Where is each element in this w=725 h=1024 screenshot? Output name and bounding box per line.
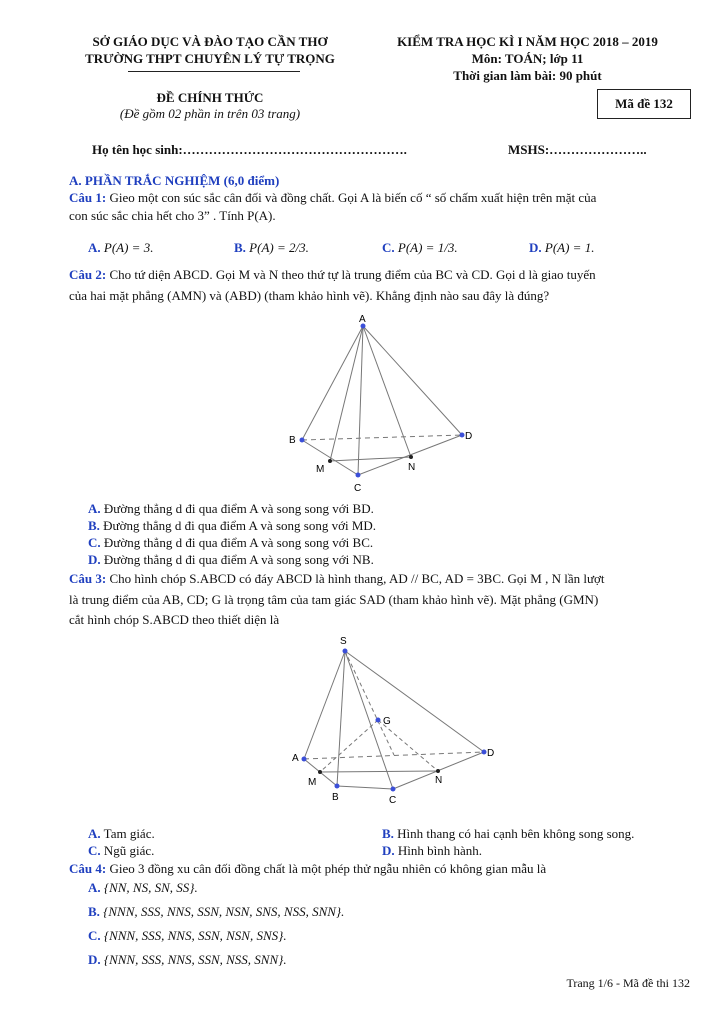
q1-option-a-key: A. [88, 240, 101, 255]
q1-option-c[interactable] [382, 240, 458, 256]
q4-option-d-key: D. [88, 952, 101, 967]
q2-option-a-text: Đường thẳng d đi qua điểm A và song song với BD. [100, 501, 374, 516]
label-d: D [487, 748, 495, 759]
label-d: D [465, 431, 473, 442]
edge-ac [358, 326, 363, 475]
student-name-field: Họ tên học sinh:……………………………………………. [92, 142, 407, 157]
edge-sd [345, 651, 484, 752]
q1-option-c-key: C. [382, 240, 395, 255]
question-1 [69, 190, 596, 206]
q3-option-d[interactable] [382, 843, 482, 859]
q4-option-b-key: B. [88, 904, 100, 919]
pyramid-figure [282, 630, 502, 810]
q3-option-c[interactable] [88, 843, 154, 859]
edge-bc [337, 786, 393, 789]
point-c [391, 787, 396, 792]
tetrahedron-figure [280, 310, 490, 500]
edge-am [330, 326, 363, 461]
header-underline [128, 71, 300, 72]
question-2-label: Câu 2: [69, 267, 107, 282]
question-3 [69, 571, 605, 587]
q3-option-d-text: Hình bình hành. [394, 843, 483, 858]
q2-option-d[interactable] [88, 552, 374, 568]
question-3-label: Câu 3: [69, 571, 107, 586]
edge-sb [337, 651, 345, 786]
label-n: N [435, 775, 443, 786]
q2-option-d-key: D. [88, 552, 101, 567]
q3-option-a-text: Tam giác. [100, 826, 155, 841]
official-label: ĐỀ CHÍNH THỨC [156, 90, 264, 105]
question-2 [69, 267, 596, 283]
edge-ad-hidden [304, 752, 484, 759]
point-m [328, 459, 332, 463]
page-footer: Trang 1/6 - Mã đề thi 132 [566, 976, 690, 990]
q3-option-a[interactable] [88, 826, 155, 842]
q4-option-c-text: {NNN, SSS, NNS, SSN, NSN, SNS}. [100, 928, 287, 943]
q2-option-c-text: Đường thẳng d đi qua điểm A và song song với BC. [100, 535, 374, 550]
point-g [376, 718, 381, 723]
point-b [300, 438, 305, 443]
edge-sa [304, 651, 345, 759]
q1-option-d-key: D. [529, 240, 542, 255]
exam-title: KIỂM TRA HỌC KÌ I NĂM HỌC 2018 – 2019 [397, 34, 658, 49]
q1-option-a[interactable] [88, 240, 153, 256]
label-m: M [308, 777, 317, 788]
question-1-label: Câu 1: [69, 190, 107, 205]
student-id-field: MSHS:………………….. [508, 142, 647, 157]
q1-option-a-text: P(A) = 3. [103, 240, 154, 255]
q4-option-a[interactable] [88, 880, 198, 896]
q1-option-c-text: P(A) = 1/3. [397, 240, 458, 255]
label-s: S [340, 636, 347, 647]
point-b [335, 784, 340, 789]
label-n: N [408, 462, 416, 473]
question-3-text-line3: cắt hình chóp S.ABCD theo thiết diện là [69, 612, 280, 627]
q2-option-d-text: Đường thẳng d đi qua điểm A và song song với NB. [100, 552, 374, 567]
q2-option-a-key: A. [88, 501, 101, 516]
edge-ad [363, 326, 462, 435]
point-d [460, 433, 465, 438]
q3-option-b-key: B. [382, 826, 394, 841]
q1-option-d[interactable] [529, 240, 594, 256]
q4-option-d[interactable] [88, 952, 287, 968]
label-g: G [383, 716, 391, 727]
school-name: TRƯỜNG THPT CHUYÊN LÝ TỰ TRỌNG [85, 51, 335, 66]
q2-option-c-key: C. [88, 535, 101, 550]
question-3-text-line1: Cho hình chóp S.ABCD có đáy ABCD là hình thang, AD // BC, AD = 3BC. Gọi M , N lần lượt [106, 571, 605, 586]
q3-option-a-key: A. [88, 826, 101, 841]
point-m [318, 770, 322, 774]
label-c: C [389, 795, 397, 806]
q2-option-c[interactable] [88, 535, 373, 551]
q4-option-c-key: C. [88, 928, 101, 943]
question-2-text-line1: Cho tứ diện ABCD. Gọi M và N theo thứ tự là trung điểm của BC và CD. Gọi d là giao tuyến [106, 267, 596, 282]
q4-option-b-text: {NNN, SSS, NNS, SSN, NSN, SNS, NSS, SNN}. [99, 904, 345, 919]
q3-option-d-key: D. [382, 843, 395, 858]
question-1-text-line2: con súc sắc chia hết cho 3” . Tính P(A). [69, 208, 276, 223]
question-4 [69, 861, 546, 877]
label-a: A [359, 314, 366, 325]
q2-option-b-text: Đường thẳng d đi qua điểm A và song song với MD. [99, 518, 377, 533]
label-b: B [332, 792, 339, 803]
exam-duration: Thời gian làm bài: 90 phút [453, 68, 602, 83]
q1-option-d-text: P(A) = 1. [544, 240, 595, 255]
question-2-text-line2: của hai mặt phẳng (AMN) và (ABD) (tham khảo hình vẽ). Khẳng định nào sau đây là đúng? [69, 288, 550, 303]
section-gm [320, 720, 378, 772]
exam-subject: Môn: TOÁN; lớp 11 [471, 51, 584, 66]
point-c [356, 473, 361, 478]
q4-option-a-key: A. [88, 880, 101, 895]
label-b: B [289, 435, 296, 446]
point-n [409, 455, 413, 459]
label-c: C [354, 483, 362, 494]
q2-option-b[interactable] [88, 518, 376, 534]
section-a-title: A. PHẦN TRẮC NGHIỆM (6,0 điểm) [69, 173, 280, 188]
school-department: SỞ GIÁO DỤC VÀ ĐÀO TẠO CẦN THƠ [92, 34, 328, 49]
point-a [302, 757, 307, 762]
q1-option-b-key: B. [234, 240, 246, 255]
q3-option-c-text: Ngũ giác. [100, 843, 155, 858]
label-m: M [316, 464, 325, 475]
exam-code-box: Mã đề 132 [597, 89, 691, 119]
q3-option-c-key: C. [88, 843, 101, 858]
question-4-label: Câu 4: [69, 861, 107, 876]
point-n [436, 769, 440, 773]
label-a: A [292, 753, 299, 764]
q3-option-b[interactable] [382, 826, 634, 842]
q1-option-b-text: P(A) = 2/3. [249, 240, 309, 255]
point-d [482, 750, 487, 755]
median-s [345, 651, 394, 755]
section-gn [378, 720, 438, 771]
q2-option-a[interactable] [88, 501, 374, 517]
pages-note: (Đề gồm 02 phần in trên 03 trang) [119, 106, 301, 121]
q3-option-b-text: Hình thang có hai cạnh bên không song song. [393, 826, 635, 841]
edge-bd-hidden [302, 435, 462, 440]
q4-option-d-text: {NNN, SSS, NNS, SSN, NSS, SNN}. [100, 952, 287, 967]
question-3-text-line2: là trung điểm của AB, CD; G là trọng tâm của tam giác SAD (tham khảo hình vẽ). Mặt phẳng (GMN) [69, 592, 599, 607]
q4-option-b[interactable] [88, 904, 344, 920]
q2-option-b-key: B. [88, 518, 100, 533]
question-4-text-line1: Gieo 3 đồng xu cân đối đồng chất là một phép thử ngẫu nhiên có không gian mẫu là [106, 861, 547, 876]
q1-option-b[interactable] [234, 240, 309, 256]
edge-ab [302, 326, 363, 440]
point-s [343, 649, 348, 654]
question-1-text-line1: Gieo một con súc sắc cân đối và đồng chất. Gọi A là biến cố “ số chấm xuất hiện trên mặt của [106, 190, 597, 205]
edge-bc [302, 440, 358, 475]
q4-option-c[interactable] [88, 928, 287, 944]
q4-option-a-text: {NN, NS, SN, SS}. [100, 880, 198, 895]
